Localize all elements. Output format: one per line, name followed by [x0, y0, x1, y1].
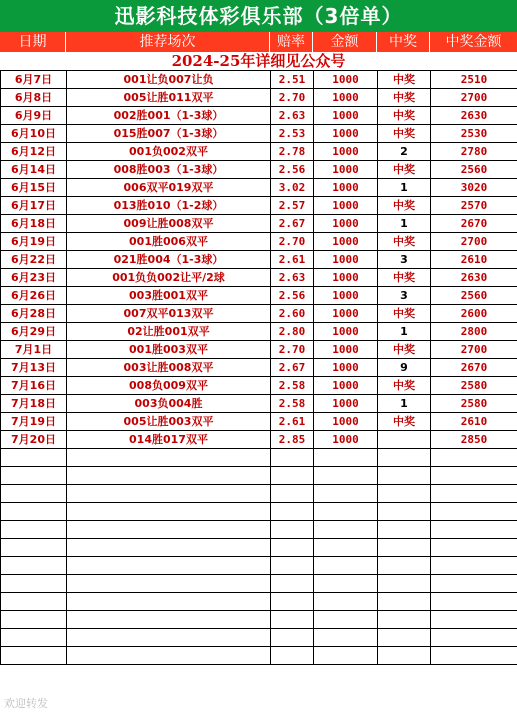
- payout-cell: 2630: [431, 107, 517, 125]
- match-cell: 021胜004（1-3球）: [67, 251, 271, 269]
- odds-cell: 2.61: [271, 251, 314, 269]
- empty-cell: [1, 449, 67, 467]
- match-cell: 005让胜003双平: [67, 413, 271, 431]
- empty-cell: [1, 647, 67, 665]
- date-cell: 7月20日: [1, 431, 67, 449]
- empty-row: [1, 521, 517, 539]
- amount-cell: 1000: [314, 89, 378, 107]
- empty-row: [1, 647, 517, 665]
- payout-cell: 2630: [431, 269, 517, 287]
- amount-cell: 1000: [314, 251, 378, 269]
- empty-cell: [314, 539, 378, 557]
- empty-cell: [431, 557, 517, 575]
- odds-cell: 2.61: [271, 413, 314, 431]
- payout-cell: 2510: [431, 71, 517, 89]
- empty-cell: [67, 485, 271, 503]
- empty-cell: [314, 575, 378, 593]
- result-cell: 中奖: [378, 197, 431, 215]
- empty-cell: [314, 593, 378, 611]
- empty-cell: [378, 449, 431, 467]
- empty-cell: [67, 557, 271, 575]
- empty-cell: [431, 593, 517, 611]
- odds-cell: 2.85: [271, 431, 314, 449]
- match-cell: 015胜007（1-3球）: [67, 125, 271, 143]
- match-cell: 002胜001（1-3球）: [67, 107, 271, 125]
- payout-cell: 2530: [431, 125, 517, 143]
- odds-cell: 2.56: [271, 287, 314, 305]
- empty-cell: [271, 611, 314, 629]
- date-cell: 7月13日: [1, 359, 67, 377]
- odds-cell: 2.51: [271, 71, 314, 89]
- match-cell: 005让胜011双平: [67, 89, 271, 107]
- odds-cell: 2.63: [271, 107, 314, 125]
- odds-cell: 2.70: [271, 89, 314, 107]
- empty-row: [1, 557, 517, 575]
- table-row: [1, 305, 517, 323]
- odds-cell: 2.63: [271, 269, 314, 287]
- empty-cell: [271, 539, 314, 557]
- empty-cell: [67, 647, 271, 665]
- amount-cell: 1000: [314, 413, 378, 431]
- table-row: [1, 395, 517, 413]
- payout-cell: 2670: [431, 215, 517, 233]
- match-cell: 013胜010（1-2球）: [67, 197, 271, 215]
- table-row: [1, 413, 517, 431]
- date-cell: 7月18日: [1, 395, 67, 413]
- empty-cell: [314, 647, 378, 665]
- table-row: [1, 71, 517, 89]
- empty-cell: [378, 485, 431, 503]
- date-cell: 6月14日: [1, 161, 67, 179]
- table-row: [1, 215, 517, 233]
- table-row: [1, 287, 517, 305]
- result-cell: 1: [378, 179, 431, 197]
- result-cell: 1: [378, 215, 431, 233]
- payout-cell: 2850: [431, 431, 517, 449]
- result-cell: 中奖: [378, 233, 431, 251]
- empty-cell: [271, 503, 314, 521]
- match-cell: 001负负002让平/2球: [67, 269, 271, 287]
- match-cell: 003让胜008双平: [67, 359, 271, 377]
- payout-cell: 2700: [431, 341, 517, 359]
- header-result: 中奖: [377, 32, 430, 52]
- odds-cell: 2.70: [271, 233, 314, 251]
- empty-cell: [271, 449, 314, 467]
- table-row: [1, 359, 517, 377]
- empty-cell: [314, 485, 378, 503]
- result-cell: 中奖: [378, 413, 431, 431]
- amount-cell: 1000: [314, 341, 378, 359]
- odds-cell: 2.67: [271, 359, 314, 377]
- table-row: [1, 233, 517, 251]
- empty-cell: [431, 575, 517, 593]
- match-cell: 008负009双平: [67, 377, 271, 395]
- empty-cell: [1, 485, 67, 503]
- empty-cell: [67, 449, 271, 467]
- empty-row: [1, 539, 517, 557]
- odds-cell: 2.60: [271, 305, 314, 323]
- records-table: [0, 70, 517, 665]
- odds-cell: 2.70: [271, 341, 314, 359]
- empty-cell: [67, 503, 271, 521]
- empty-cell: [1, 521, 67, 539]
- table-row: [1, 251, 517, 269]
- empty-cell: [271, 557, 314, 575]
- amount-cell: 1000: [314, 287, 378, 305]
- result-cell: 中奖: [378, 269, 431, 287]
- match-cell: 007双平013双平: [67, 305, 271, 323]
- amount-cell: 1000: [314, 323, 378, 341]
- empty-cell: [314, 503, 378, 521]
- header-amount: 金额: [313, 32, 377, 52]
- odds-cell: 2.67: [271, 215, 314, 233]
- date-cell: 6月9日: [1, 107, 67, 125]
- match-cell: 001胜003双平: [67, 341, 271, 359]
- header-odds: 赔率: [270, 32, 313, 52]
- header-match: 推荐场次: [66, 32, 270, 52]
- date-cell: 6月10日: [1, 125, 67, 143]
- match-cell: 001让负007让负: [67, 71, 271, 89]
- amount-cell: 1000: [314, 431, 378, 449]
- result-cell: 中奖: [378, 305, 431, 323]
- amount-cell: 1000: [314, 233, 378, 251]
- amount-cell: 1000: [314, 395, 378, 413]
- empty-cell: [431, 539, 517, 557]
- empty-row: [1, 593, 517, 611]
- result-cell: 中奖: [378, 161, 431, 179]
- payout-cell: 2560: [431, 287, 517, 305]
- empty-cell: [67, 629, 271, 647]
- table-row: [1, 125, 517, 143]
- empty-row: [1, 503, 517, 521]
- empty-cell: [314, 557, 378, 575]
- match-cell: 014胜017双平: [67, 431, 271, 449]
- table-row: [1, 179, 517, 197]
- date-cell: 7月19日: [1, 413, 67, 431]
- odds-cell: 2.58: [271, 395, 314, 413]
- date-cell: 6月7日: [1, 71, 67, 89]
- table-row: [1, 377, 517, 395]
- table-row: [1, 89, 517, 107]
- table-row: [1, 197, 517, 215]
- watermark: 欢迎转发: [4, 697, 48, 710]
- amount-cell: 1000: [314, 71, 378, 89]
- payout-cell: 2700: [431, 233, 517, 251]
- header-date: 日期: [0, 32, 66, 52]
- empty-cell: [1, 575, 67, 593]
- payout-cell: 2570: [431, 197, 517, 215]
- result-cell: 9: [378, 359, 431, 377]
- date-cell: 6月8日: [1, 89, 67, 107]
- empty-cell: [314, 611, 378, 629]
- result-cell: 中奖: [378, 125, 431, 143]
- odds-cell: 2.58: [271, 377, 314, 395]
- table-row: [1, 161, 517, 179]
- empty-cell: [378, 521, 431, 539]
- empty-cell: [1, 467, 67, 485]
- empty-cell: [67, 539, 271, 557]
- empty-cell: [271, 521, 314, 539]
- result-cell: 1: [378, 323, 431, 341]
- empty-cell: [431, 503, 517, 521]
- column-header-row: [0, 32, 517, 52]
- date-cell: 6月29日: [1, 323, 67, 341]
- result-cell: 中奖: [378, 341, 431, 359]
- amount-cell: 1000: [314, 179, 378, 197]
- match-cell: 02让胜001双平: [67, 323, 271, 341]
- date-cell: 7月16日: [1, 377, 67, 395]
- date-cell: 6月18日: [1, 215, 67, 233]
- payout-cell: 3020: [431, 179, 517, 197]
- empty-cell: [67, 467, 271, 485]
- empty-cell: [378, 467, 431, 485]
- empty-row: [1, 449, 517, 467]
- empty-cell: [378, 503, 431, 521]
- match-cell: 003负004胜: [67, 395, 271, 413]
- empty-cell: [431, 611, 517, 629]
- date-cell: 6月19日: [1, 233, 67, 251]
- odds-cell: 2.57: [271, 197, 314, 215]
- empty-cell: [431, 521, 517, 539]
- empty-cell: [378, 539, 431, 557]
- empty-cell: [314, 521, 378, 539]
- amount-cell: 1000: [314, 359, 378, 377]
- empty-cell: [271, 647, 314, 665]
- date-cell: 6月22日: [1, 251, 67, 269]
- odds-cell: 2.53: [271, 125, 314, 143]
- odds-cell: 2.80: [271, 323, 314, 341]
- table-row: [1, 143, 517, 161]
- empty-cell: [314, 629, 378, 647]
- match-cell: 008胜003（1-3球）: [67, 161, 271, 179]
- amount-cell: 1000: [314, 107, 378, 125]
- empty-cell: [271, 629, 314, 647]
- empty-cell: [271, 593, 314, 611]
- odds-cell: 2.78: [271, 143, 314, 161]
- amount-cell: 1000: [314, 377, 378, 395]
- empty-row: [1, 575, 517, 593]
- empty-cell: [431, 647, 517, 665]
- odds-cell: 2.56: [271, 161, 314, 179]
- result-cell: 中奖: [378, 71, 431, 89]
- empty-cell: [1, 503, 67, 521]
- empty-cell: [378, 593, 431, 611]
- empty-cell: [378, 647, 431, 665]
- empty-cell: [431, 485, 517, 503]
- match-cell: 006双平019双平: [67, 179, 271, 197]
- amount-cell: 1000: [314, 125, 378, 143]
- empty-row: [1, 485, 517, 503]
- date-cell: 6月15日: [1, 179, 67, 197]
- empty-cell: [431, 629, 517, 647]
- date-cell: 6月28日: [1, 305, 67, 323]
- payout-cell: 2610: [431, 251, 517, 269]
- payout-cell: 2580: [431, 377, 517, 395]
- empty-cell: [67, 521, 271, 539]
- result-cell: [378, 431, 431, 449]
- empty-cell: [271, 575, 314, 593]
- payout-cell: 2670: [431, 359, 517, 377]
- date-cell: 6月17日: [1, 197, 67, 215]
- result-cell: 中奖: [378, 377, 431, 395]
- date-cell: 6月23日: [1, 269, 67, 287]
- empty-cell: [67, 611, 271, 629]
- payout-cell: 2600: [431, 305, 517, 323]
- empty-cell: [1, 557, 67, 575]
- result-cell: 3: [378, 287, 431, 305]
- page-title: 迅影科技体彩俱乐部（3倍单）: [0, 0, 517, 32]
- date-cell: 6月12日: [1, 143, 67, 161]
- amount-cell: 1000: [314, 143, 378, 161]
- empty-cell: [271, 485, 314, 503]
- empty-row: [1, 467, 517, 485]
- match-cell: 001负002双平: [67, 143, 271, 161]
- empty-cell: [314, 467, 378, 485]
- empty-cell: [378, 575, 431, 593]
- empty-cell: [378, 611, 431, 629]
- empty-cell: [1, 611, 67, 629]
- subtitle: 2024-25年详细见公众号: [171, 52, 346, 70]
- result-cell: 中奖: [378, 89, 431, 107]
- result-cell: 2: [378, 143, 431, 161]
- amount-cell: 1000: [314, 197, 378, 215]
- empty-cell: [378, 629, 431, 647]
- amount-cell: 1000: [314, 161, 378, 179]
- table-row: [1, 323, 517, 341]
- table-row: [1, 107, 517, 125]
- empty-cell: [431, 467, 517, 485]
- empty-row: [1, 611, 517, 629]
- date-cell: 7月1日: [1, 341, 67, 359]
- amount-cell: 1000: [314, 215, 378, 233]
- amount-cell: 1000: [314, 269, 378, 287]
- empty-cell: [1, 593, 67, 611]
- payout-cell: 2800: [431, 323, 517, 341]
- payout-cell: 2700: [431, 89, 517, 107]
- date-cell: 6月26日: [1, 287, 67, 305]
- empty-row: [1, 629, 517, 647]
- payout-cell: 2580: [431, 395, 517, 413]
- empty-cell: [67, 593, 271, 611]
- payout-cell: 2780: [431, 143, 517, 161]
- header-payout: 中奖金额: [445, 34, 502, 50]
- match-cell: 009让胜008双平: [67, 215, 271, 233]
- amount-cell: 1000: [314, 305, 378, 323]
- odds-cell: 3.02: [271, 179, 314, 197]
- payout-cell: 2610: [431, 413, 517, 431]
- empty-cell: [67, 575, 271, 593]
- result-cell: 中奖: [378, 107, 431, 125]
- table-row: [1, 431, 517, 449]
- payout-cell: 2560: [431, 161, 517, 179]
- table-row: [1, 269, 517, 287]
- empty-cell: [378, 557, 431, 575]
- table-row: [1, 341, 517, 359]
- empty-cell: [1, 629, 67, 647]
- empty-cell: [1, 539, 67, 557]
- match-cell: 003胜001双平: [67, 287, 271, 305]
- match-cell: 001胜006双平: [67, 233, 271, 251]
- result-cell: 1: [378, 395, 431, 413]
- empty-cell: [314, 449, 378, 467]
- result-cell: 3: [378, 251, 431, 269]
- empty-cell: [431, 449, 517, 467]
- empty-cell: [271, 467, 314, 485]
